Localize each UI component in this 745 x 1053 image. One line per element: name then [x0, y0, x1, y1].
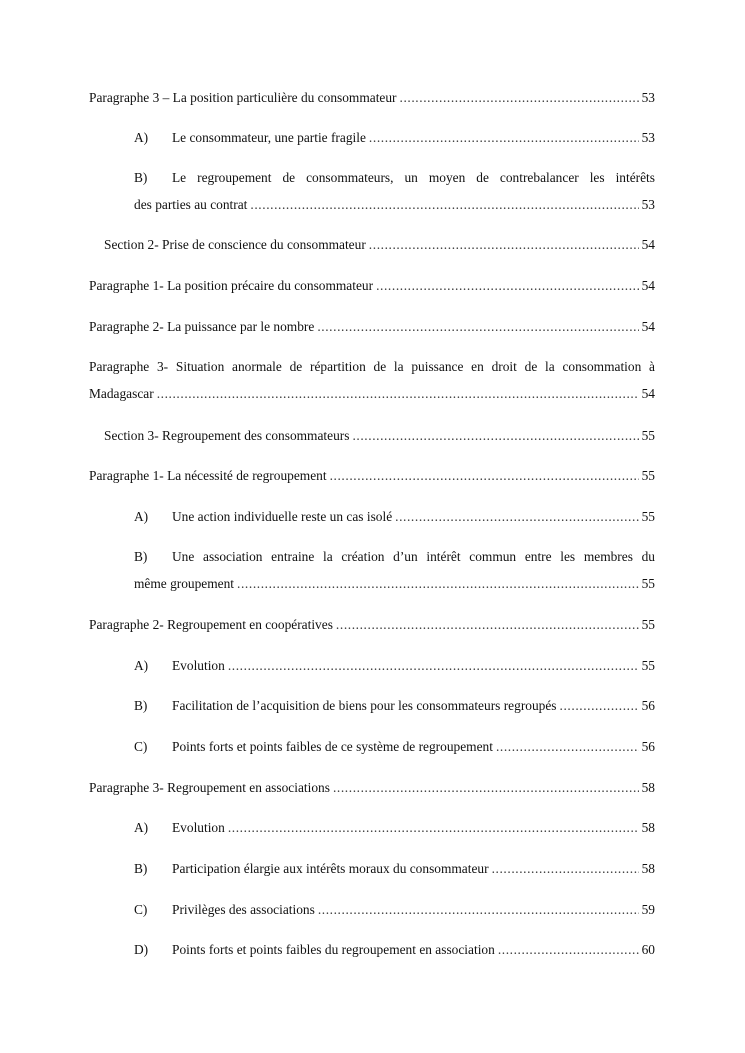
toc-entry-label: A) [134, 130, 149, 145]
leader-dots [400, 88, 639, 108]
toc-page-number: 54 [641, 237, 655, 252]
toc-entry-title: Privilèges des associations [172, 902, 315, 917]
toc-entry-title: Paragraphe 2- Regroupement en coopératives [89, 617, 333, 632]
toc-entry-label: B) [134, 698, 148, 713]
toc-entry-a-evolution[interactable] [134, 656, 655, 676]
leader-dots [560, 696, 639, 716]
toc-entry-title-line2: des parties au contrat [134, 197, 248, 212]
toc-entry-label: A) [134, 509, 149, 524]
toc-page-number: 55 [641, 576, 655, 591]
toc-page-number: 59 [641, 902, 655, 917]
toc-entry-section-2[interactable] [104, 235, 655, 255]
toc-entry-a-action-individuelle[interactable] [134, 507, 655, 527]
leader-dots [318, 900, 639, 920]
toc-entry-title: Le consommateur, une partie fragile [172, 130, 366, 145]
toc-entry-title: Evolution [172, 820, 225, 835]
toc-entry-title: Section 2- Prise de conscience du consommateur [104, 237, 366, 252]
toc-entry-section-3[interactable] [104, 426, 655, 446]
toc-entry-title-line1: Paragraphe 3- Situation anormale de répartition de la puissance en droit de la consommation à [89, 359, 655, 374]
toc-page-number: 55 [641, 617, 655, 632]
toc-entry-title: Paragraphe 1- La nécessité de regroupement [89, 468, 327, 483]
toc-entry-label: A) [134, 820, 149, 835]
toc-entry-label: B) [134, 549, 148, 564]
toc-entry-label: C) [134, 902, 148, 917]
toc-page-number: 55 [641, 658, 655, 673]
toc-entry-title: Section 3- Regroupement des consommateurs [104, 428, 350, 443]
toc-page-number: 53 [641, 197, 655, 212]
toc-entry-title: Paragraphe 3- Regroupement en associations [89, 780, 330, 795]
toc-entry-label: D) [134, 942, 149, 957]
leader-dots [250, 195, 638, 215]
toc-page-number: 58 [641, 820, 655, 835]
toc-page-number: 58 [641, 861, 655, 876]
toc-page-number: 53 [641, 130, 655, 145]
toc-entry-a-evolution-associations[interactable] [134, 818, 655, 838]
toc-page-number: 54 [641, 319, 655, 334]
leader-dots [496, 737, 639, 757]
toc-entry-c-points-forts-cooperatives[interactable] [134, 737, 655, 757]
toc-page-number: 54 [641, 386, 655, 401]
toc-entry-title: Paragraphe 2- La puissance par le nombre [89, 319, 315, 334]
toc-entry-title: Points forts et points faibles du regroupement en association [172, 942, 495, 957]
toc-page-number: 56 [641, 739, 655, 754]
toc-entry-paragraphe-2-cooperatives[interactable] [89, 615, 655, 635]
toc-page-number: 58 [641, 780, 655, 795]
leader-dots [237, 574, 639, 594]
leader-dots [336, 615, 639, 635]
toc-entry-b-participation[interactable] [134, 859, 655, 879]
toc-entry-title-line2: même groupement [134, 576, 235, 591]
toc-entry-b-facilitation[interactable] [134, 696, 655, 716]
leader-dots [228, 818, 639, 838]
toc-entry-title: Evolution [172, 658, 225, 673]
toc-entry-title-line2: Madagascar [89, 386, 154, 401]
toc-entry-title-line1: Une association entraine la création d’un intérêt commun entre les membres du [172, 549, 655, 564]
toc-entry-paragraphe-3-situation[interactable] [89, 357, 655, 404]
toc-entry-title: Facilitation de l’acquisition de biens pour les consommateurs regroupés [172, 698, 557, 713]
toc-entry-b-regroupement[interactable] [134, 168, 655, 215]
toc-page-number: 54 [641, 278, 655, 293]
toc-entry-label: B) [134, 170, 148, 185]
toc-entry-title: Une action individuelle reste un cas isolé [172, 509, 393, 524]
toc-page-number: 55 [641, 509, 655, 524]
toc-page-number: 56 [641, 698, 655, 713]
toc-entry-title: Points forts et points faibles de ce système de regroupement [172, 739, 493, 754]
toc-entry-title: Paragraphe 3 – La position particulière du consommateur [89, 90, 397, 105]
toc-page-number: 60 [641, 942, 655, 957]
toc-entry-b-association[interactable] [134, 547, 655, 594]
leader-dots [376, 276, 639, 296]
toc-entry-title-line1: Le regroupement de consommateurs, un moyen de contrebalancer les intérêts [172, 170, 655, 185]
toc-entry-paragraphe-3-associations[interactable] [89, 778, 655, 798]
toc-page-number: 55 [641, 468, 655, 483]
leader-dots [317, 317, 638, 337]
toc-page-number: 53 [641, 90, 655, 105]
leader-dots [330, 466, 639, 486]
toc-entry-label: A) [134, 658, 149, 673]
toc-entry-paragraphe-1-necessite[interactable] [89, 466, 655, 486]
leader-dots [395, 507, 638, 527]
toc-entry-c-privileges[interactable] [134, 900, 655, 920]
toc-entry-paragraphe-2[interactable] [89, 317, 655, 337]
leader-dots [498, 940, 639, 960]
leader-dots [157, 384, 639, 404]
toc-entry-label: B) [134, 861, 148, 876]
toc-entry-paragraphe-3[interactable] [89, 88, 655, 108]
toc-entry-d-points-forts-associations[interactable] [134, 940, 655, 960]
leader-dots [369, 235, 639, 255]
toc-page-number: 55 [641, 428, 655, 443]
toc-entry-paragraphe-1[interactable] [89, 276, 655, 296]
leader-dots [352, 426, 638, 446]
toc-entry-title: Participation élargie aux intérêts moraux du consommateur [172, 861, 489, 876]
toc-entry-title: Paragraphe 1- La position précaire du consommateur [89, 278, 374, 293]
leader-dots [333, 778, 639, 798]
toc-entry-label: C) [134, 739, 148, 754]
leader-dots [228, 656, 639, 676]
leader-dots [369, 128, 639, 148]
leader-dots [492, 859, 639, 879]
toc-entry-a-consommateur-fragile[interactable] [134, 128, 655, 148]
